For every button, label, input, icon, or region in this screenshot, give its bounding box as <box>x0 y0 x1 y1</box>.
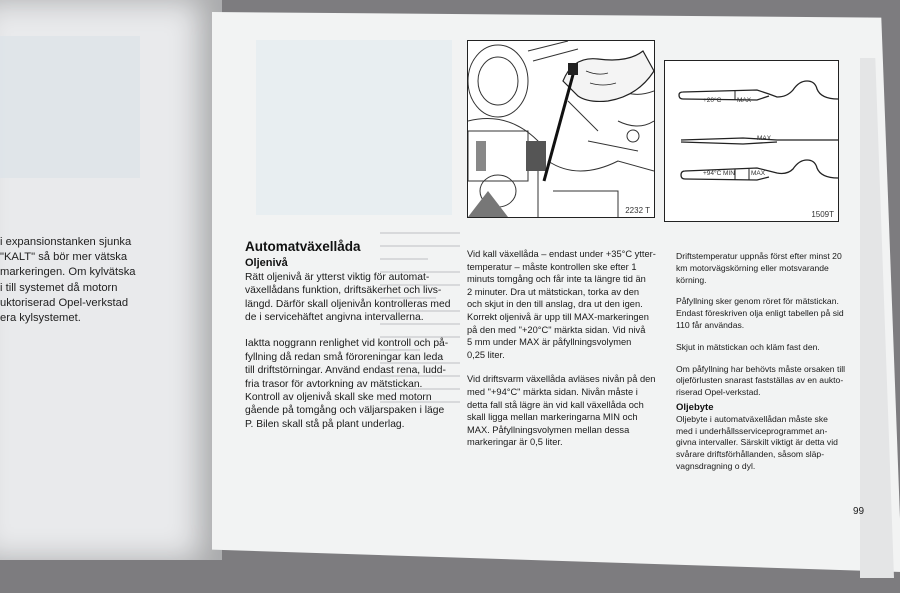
left-page <box>0 0 222 560</box>
text-line: i expansionstanken sjunka <box>0 236 132 248</box>
text-line: fria trasor för avtorkning av mätstickan. <box>245 378 423 390</box>
text-line: Driftstemperatur uppnås först efter minst 20 <box>676 251 842 261</box>
text-line: med i underhållsserviceprogrammet an- <box>676 425 828 436</box>
text-line: 110 får användas. <box>676 319 745 330</box>
text-line: P. Bilen skall stå på plant underlag. <box>245 418 405 430</box>
text-line: Skjut in mätstickan och kläm fast den. <box>676 341 820 352</box>
subheading: Oljebyte <box>676 401 714 413</box>
dipstick-markings-illustration <box>664 60 839 222</box>
ghost-illustration <box>0 36 140 178</box>
engine-dipstick-illustration <box>467 40 655 218</box>
text-line: oljeförlusten snarast fastställas av en aukto- <box>676 375 844 386</box>
text-line: längd. Därför skall oljenivån kontrolleras med <box>245 298 451 310</box>
text-line: Om påfyllning har behövts måste orsaken till <box>676 363 846 374</box>
dipstick-max-label: MAX <box>757 135 772 142</box>
dipstick-max-label: MAX <box>751 170 766 177</box>
subheading: Oljenivå <box>245 257 288 270</box>
text-line: och skjut in den till anslag, dra ut den igen. <box>467 299 643 310</box>
text-line: 0,25 liter. <box>467 349 505 360</box>
text-line: Vid kall växellåda – endast under +35°C ytter- <box>467 249 656 259</box>
text-line: svårare driftsförhållanden, såsom släp- <box>676 449 825 460</box>
dipstick-temp-label: +20°C <box>703 97 722 104</box>
text-line: 2 minuter. Dra ut mätstickan, torka av den <box>467 286 640 297</box>
text-line: markeringen. Om kylvätska <box>0 266 136 279</box>
text-line: gående på tomgång och väljarspaken i läge <box>245 405 445 417</box>
text-line: Vid driftsvarm växellåda avläses nivån på den <box>467 374 656 385</box>
text-line: Iaktta noggrann renlighet vid kontroll och på- <box>245 338 449 350</box>
text-line: "KALT" så bör mer vätska <box>0 251 128 264</box>
text-line: till driftstörningar. Använd endast rena, ludd- <box>245 365 446 377</box>
text-line: detta fall stå lägre än vid kall växellåda och <box>467 399 644 410</box>
column-2 <box>467 248 656 449</box>
column-1 <box>245 240 450 431</box>
text-line: MAX. Påfyllningsvolymen mellan dessa <box>467 424 630 435</box>
text-line: de i servicehäftet angivna intervallerna. <box>245 312 424 324</box>
text-line: Oljebyte i automatväxellådan måste ske <box>676 413 828 424</box>
section-heading: Automatväxellåda <box>245 239 361 254</box>
text-line: markeringar är 0,5 liter. <box>467 437 563 448</box>
text-line: 5 mm under MAX är påfyllningsvolymen <box>467 337 632 348</box>
text-line: med "+94°C" märkta sidan. Nivån måste i <box>467 386 638 397</box>
figure-label: 1509T <box>811 210 834 219</box>
text-line: minuts tomgång och får inte ta längre tid än <box>467 274 646 285</box>
text-line: Kontroll av oljenivå skall ske med motorn <box>245 392 432 404</box>
text-line: körning. <box>676 274 707 285</box>
text-line: skall ligga mellan markeringarna MIN och <box>467 412 638 423</box>
text-line: Rätt oljenivå är ytterst viktig för automat- <box>245 271 430 283</box>
text-line: era kylsystemet. <box>0 312 81 325</box>
text-line: fyllning då redan små föroreningar kan leda <box>245 351 444 363</box>
text-line: i till systemet då motorn <box>0 281 118 294</box>
page-number: 99 <box>853 506 865 517</box>
text-line: på den med "+20°C" märkta sidan. Vid nivå <box>467 324 646 335</box>
dipstick-max-label: MAX <box>737 97 752 104</box>
text-line: temperatur – måste kontrollen ske efter 1 <box>467 261 637 272</box>
text-line: Endast föreskriven olja enligt tabellen på sid <box>676 308 844 319</box>
text-line: uktoriserad Opel-verkstad <box>0 296 129 309</box>
ghost-illustration <box>256 40 452 215</box>
text-line: riserad Opel-verkstad. <box>676 387 761 398</box>
left-page-text <box>0 235 200 326</box>
text-line: km motorvägskörning eller motsvarande <box>676 262 829 273</box>
text-line: Korrekt oljenivå är upp till MAX-markeringen <box>467 311 649 322</box>
dipstick-temp-label: +94°C <box>703 170 722 177</box>
dipstick-min-label: MIN <box>723 170 735 177</box>
text-line: växellådans funktion, driftsäkerhet och livs- <box>245 285 442 297</box>
text-line: vagnsdragning o dyl. <box>676 460 756 471</box>
text-line: givna intervaller. Särskilt viktigt är detta vid <box>676 437 838 448</box>
column-3 <box>676 251 845 473</box>
text-line: Påfyllning sker genom röret för mätstickan. <box>676 296 839 307</box>
figure-label: 2232 T <box>625 206 650 215</box>
